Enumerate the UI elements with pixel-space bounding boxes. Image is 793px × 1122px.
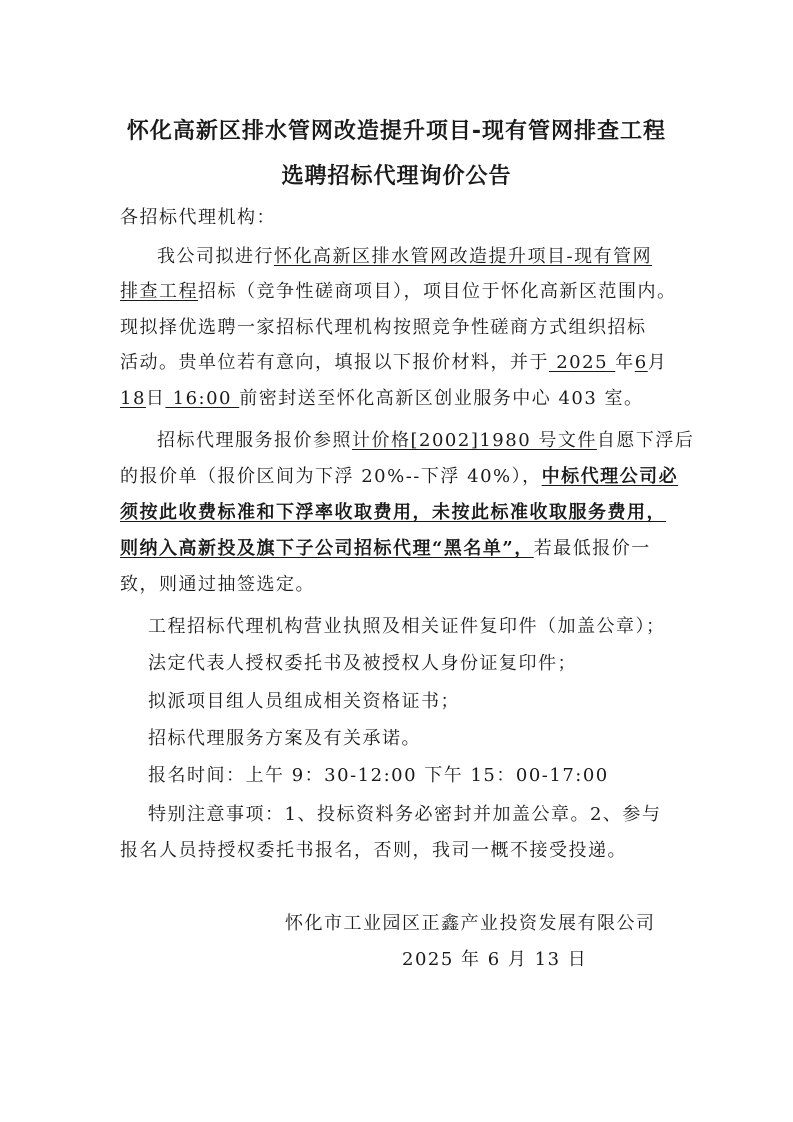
registration-time: 报名时间：上午 9：30-12:00 下午 15：00-17:00 <box>148 765 609 786</box>
para1-intro: 我公司拟进行 <box>157 246 274 267</box>
para2-line-2-text: 的报价单（报价区间为下浮 20%--下浮 40%）， <box>120 466 542 487</box>
blacklist-warning-2: 须按此收费标准和下浮率收取费用，未按此标准收取服务费用， <box>120 502 666 523</box>
para1-line-4-text: 活动。贵单位若有意向，填报以下报价材料，并于 <box>120 352 549 373</box>
pricing-document: 计价格[2002]1980 号文件 <box>352 430 597 451</box>
para2-line-5: 致，则通过抽签选定。 <box>120 574 315 595</box>
title-line-1: 怀化高新区排水管网改造提升项目-现有管网排查工程 <box>126 119 667 144</box>
material-item-3: 拟派项目组人员组成相关资格证书； <box>148 691 460 712</box>
month-unit: 月 <box>647 352 668 373</box>
para1-line-4 <box>120 348 667 374</box>
notes-line-2: 报名人员持授权委托书报名，否则，我司一概不接受投递。 <box>120 840 627 861</box>
para1-after-project: 招标（竞争性磋商项目），项目位于怀化高新区范围内。 <box>198 281 677 302</box>
para1-line-3: 现拟择优选聘一家招标代理机构按照竞争性磋商方式组织招标 <box>120 317 647 338</box>
deadline-month: 6 <box>634 352 648 373</box>
project-name-part-2a: 网 <box>632 246 653 267</box>
material-item-2: 法定代表人授权委托书及被授权人身份证复印件； <box>148 653 577 674</box>
blacklist-warning-1: 中标代理公司必 <box>541 466 679 487</box>
para2-line-4 <box>120 534 651 560</box>
material-item-4: 招标代理服务方案及有关承诺。 <box>148 728 421 749</box>
signature-date: 2025 年 6 月 13 日 <box>402 949 588 970</box>
para1-line-5 <box>120 384 644 410</box>
signature-company: 怀化市工业园区正鑫产业投资发展有限公司 <box>285 913 656 934</box>
deadline-time: 16:00 <box>165 388 240 409</box>
material-item-1: 工程招标代理机构营业执照及相关证件复印件（加盖公章）； <box>148 616 666 637</box>
para1-line-1 <box>157 242 652 268</box>
year-unit: 年 <box>615 352 635 373</box>
deadline-year: 2025 <box>549 352 616 373</box>
para1-line-2 <box>120 277 677 303</box>
para2-post: 自愿下浮后 <box>596 430 695 451</box>
day-unit: 日 <box>145 388 166 409</box>
notes-line-1: 特别注意事项：1、投标资料务必密封并加盖公章。2、参与 <box>148 804 662 825</box>
para2-line-4-text: 若最低报价一 <box>533 538 651 559</box>
project-name-part-2b: 排查工程 <box>120 281 198 302</box>
project-name-part-1: 怀化高新区排水管网改造提升项目-现有管 <box>274 246 633 267</box>
para2-pre: 招标代理服务报价参照 <box>157 430 352 451</box>
deadline-day: 18 <box>120 388 146 409</box>
para1-line-5-text: 前密封送至怀化高新区创业服务中心 403 室。 <box>239 388 644 409</box>
para2-line-3 <box>120 498 666 524</box>
salutation: 各招标代理机构： <box>120 207 276 228</box>
para2-line-1 <box>157 426 694 452</box>
title-line-2: 选聘招标代理询价公告 <box>281 164 512 189</box>
blacklist-warning-3: 则纳入高新投及旗下子公司招标代理“黑名单”， <box>120 538 534 559</box>
para2-line-2 <box>120 462 678 488</box>
